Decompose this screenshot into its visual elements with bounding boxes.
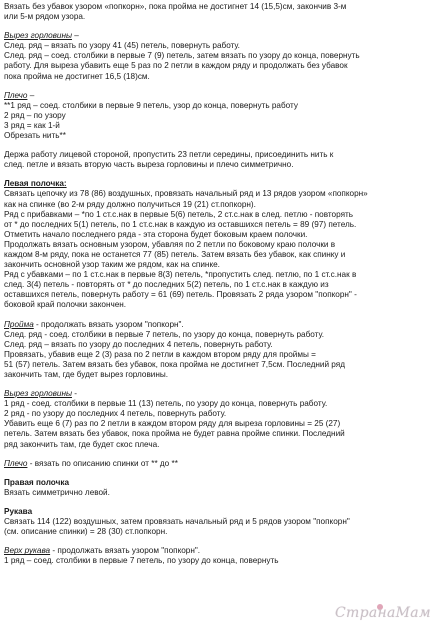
armhole-heading-rest: - продолжать вязать узором "попкорн".: [33, 319, 184, 329]
symmetric-line: Держа работу лицевой стороной, пропустить 23 петли середины, присоединить нить к: [4, 150, 334, 160]
left-front-line: след. 3(4) петель - повторять от * до последних 5(2) петель, по 1 ст.с.нак в каждую из: [4, 280, 329, 290]
shoulder-heading: [4, 91, 428, 101]
shoulder2-heading: [4, 459, 428, 469]
shoulder-line: 2 ряд – по узору: [4, 110, 66, 120]
neckline-line: След. ряд – вязать по узору 41 (45) петель, повернуть работу.: [4, 41, 240, 51]
armhole-line: Провязать, убавив еще 2 (3) раза по 2 петли в каждом втором ряду для проймы =: [4, 349, 316, 359]
intro-line: Вязать без убавок узором «попкорн», пока пройма не достигнет 14 (15,5)см, закончив 3-м: [4, 2, 347, 11]
left-front-line: Ряд с прибавками – *по 1 ст.с.нак в первые 5(6) петель, 2 ст.с.нак в след. петлю - повторять: [4, 209, 354, 219]
left-front-line: от * до последних 5(1) петель, по 1 ст.с.нак в каждую из оставшихся петель = 89 (97) петель.: [4, 219, 357, 229]
neckline2-heading-text: Вырез горловины: [4, 389, 72, 399]
armhole-line: 51 (57) петель. Затем вязать без убавок, пока пройма не достигнет 7,5см. Последний ряд: [4, 359, 345, 369]
left-front-line: боковой край полочки закончен.: [4, 300, 127, 310]
neckline2-heading-suffix: -: [71, 389, 77, 399]
shoulder-line: **1 ряд – соед. столбики в первые 9 петель, узор до конца, повернуть работу: [4, 100, 298, 110]
neckline2-line: ряд закончить там, где будет скос плеча.: [4, 439, 160, 449]
left-front-line: Связать цепочку из 78 (86) воздушных, провязать начальный ряд и 13 рядов узором «попкорн»: [4, 189, 368, 199]
watermark-text: СтранаМам: [335, 605, 431, 621]
right-front-heading: Правая полочка: [4, 477, 70, 487]
armhole-line: След. ряд - соед. столбики в первые 7 петель, по узору до конца, повернуть работу.: [4, 329, 325, 339]
neckline-heading: [4, 31, 428, 41]
shoulder-line: 3 ряд = как 1-й: [4, 120, 60, 130]
left-front-line: закончить основной узор таким же рядом, как на спинке.: [4, 260, 220, 270]
neckline2-heading: [4, 389, 428, 399]
sleeve-top-heading-text: Верх рукава: [4, 546, 51, 556]
left-front-heading: Левая полочка:: [4, 179, 67, 189]
shoulder2-heading-rest: - вязать по описанию спинки от ** до **: [27, 458, 178, 468]
sleeve-top-heading: [4, 546, 428, 556]
neckline-line: работу. Для выреза убавить еще 5 раз по 2 петли в каждом ряду и продолжать без убавок: [4, 61, 348, 71]
knitting-instructions: [4, 2, 428, 566]
neckline-heading-suffix: –: [71, 31, 79, 41]
neckline2-line: 2 ряд - по узору до последних 4 петель, повернуть работу.: [4, 409, 227, 419]
neckline2-line: Убавить еще 6 (7) раз по 2 петли в каждом втором ряду для выреза горловины = 25 (27): [4, 419, 341, 429]
watermark-logo: [327, 604, 431, 630]
armhole-line: След. ряд – вязать по узору до последних 4 петель, повернуть работу.: [4, 339, 273, 349]
intro-line: или 5-м рядом узора.: [4, 12, 86, 22]
sleeve-line: (см. описание спинки) = 28 (30) ст.попкорн.: [4, 527, 168, 537]
right-front-line: Вязать симметрично левой.: [4, 487, 110, 497]
sleeve-line: Связать 114 (122) воздушных, затем провязать начальный ряд и 5 рядов узором "попкорн": [4, 517, 350, 527]
left-front-line: как на спинке (во 2-м ряду должно получиться 19 (21) ст.попкорн).: [4, 199, 256, 209]
armhole-line: закончить там, где будет вырез горловины.: [4, 370, 169, 379]
shoulder-heading-text: Плечо: [4, 90, 28, 100]
neckline2-line: 1 ряд - соед. столбики в первые 11 (13) петель, по узору до конца, повернуть работу.: [4, 399, 328, 409]
neckline-heading-text: Вырез горловины: [4, 31, 72, 41]
symmetric-line: след. петле и вязать вторую часть выреза горловины и плечо симметрично.: [4, 160, 294, 170]
left-front-line: Ряд с убавками – по 1 ст.с.нак в первые 8(3) петель, *пропустить след. петлю, по 1 ст.с.нак в: [4, 270, 357, 280]
sleeve-top-line: 1 ряд – соед. столбики в первые 7 петель, по узору до конца, повернуть: [4, 556, 279, 566]
left-front-line: Отметить начало последнего ряда - эта сторона будет боковым краем полочки.: [4, 229, 308, 239]
neckline-line: След. ряд – соед. столбики в первые 7 (9) петель, затем вязать по узору до конца, повернуть: [4, 51, 360, 61]
left-front-line: Продолжать вязать основным узором, убавляя по 2 петли по боковому краю полочки в: [4, 239, 336, 249]
armhole-heading-text: Пройма: [4, 319, 34, 329]
shoulder-heading-suffix: –: [27, 90, 35, 100]
shoulder-line: Обрезать нить**: [4, 131, 66, 141]
armhole-heading: [4, 320, 428, 330]
shoulder2-heading-text: Плечо: [4, 458, 28, 468]
left-front-line: оставшихся петель, повернуть работу = 61 (69) петель. Провязать 2 ряда узором "попкорн" -: [4, 290, 357, 300]
left-front-line: каждом 8-м ряду, пока не останется 77 (85) петель. Затем вязать без убавок, как спинку и: [4, 249, 346, 259]
sleeve-top-heading-rest: - продолжать вязать узором "попкорн".: [50, 546, 201, 556]
neckline-line: пока пройма не достигнет 16,5 (18)см.: [4, 71, 150, 81]
neckline2-line: петель. Затем вязать без убавок, пока пройма не будет равна пройме спинки. Последний: [4, 429, 345, 439]
sleeve-heading: Рукава: [4, 506, 33, 516]
